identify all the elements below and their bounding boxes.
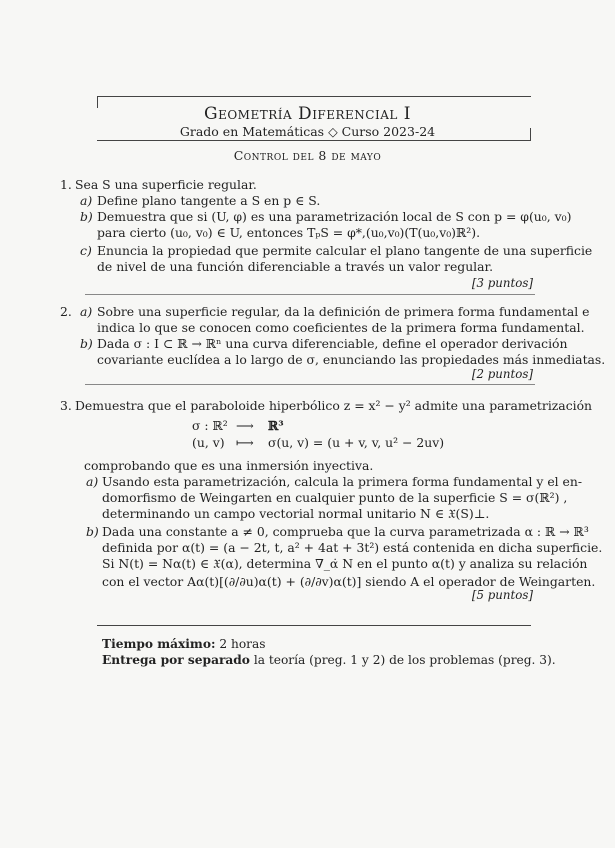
q2-b-line1: Dada σ : I ⊂ ℝ → ℝⁿ una curva diferenciable, define el operador derivación	[97, 336, 568, 351]
q1-a-label: a)	[80, 193, 93, 208]
q2-b-label: b)	[80, 336, 93, 351]
q1-b-line2: para cierto (u₀, v₀) ∈ U, entonces TₚS = φ*,(u₀,v₀)(T(u₀,v₀)ℝ²).	[97, 225, 481, 240]
q3-number: 3.	[60, 398, 72, 413]
q1-c-label: c)	[80, 243, 92, 258]
q2-a-line2: indica lo que se conocen como coeficientes de la primera forma fundamental.	[97, 320, 585, 335]
time-row	[102, 636, 266, 652]
q3-a-line1: Usando esta parametrización, calcula la primera forma fundamental y el en-	[102, 474, 583, 489]
q1-c-line1: Enuncia la propiedad que permite calcular el plano tangente de una superficie	[97, 243, 593, 258]
q3-b-label: b)	[86, 524, 99, 539]
q1-intro: Sea S una superficie regular.	[75, 177, 257, 192]
header-bottom-rule	[97, 140, 531, 141]
q3-b-line2: definida por α(t) = (a − 2t, t, a² + 4at + 3t²) está contenida en dicha superficie.	[102, 540, 603, 555]
q3-points: [5 puntos]	[471, 588, 533, 602]
q1-a-text: Define plano tangente a S en p ∈ S.	[97, 193, 321, 208]
q3-a-label: a)	[86, 474, 99, 489]
q1-b-line1: Demuestra que si (U, φ) es una parametrización local de S con p = φ(u₀, v₀)	[97, 209, 572, 224]
time-value: 2 horas	[219, 637, 266, 651]
delivery-label: Entrega por separado	[102, 653, 250, 667]
time-label: Tiempo máximo:	[102, 637, 216, 651]
q2-a-label: a)	[80, 304, 93, 319]
q2-points: [2 puntos]	[471, 367, 533, 381]
q3-a-line3: determinando un campo vectorial normal unitario N ∈ 𝔛(S)⊥.	[102, 506, 490, 521]
course-title: Geometría Diferencial I	[203, 104, 411, 124]
map-row1-arrow: ⟶	[236, 418, 254, 433]
q2-b-line2: covariante euclídea a lo largo de σ, enunciando las propiedades más inmediatas.	[97, 352, 606, 367]
q1-points: [3 puntos]	[471, 276, 533, 290]
q1-c-line2: de nivel de una función diferenciable a través un valor regular.	[97, 259, 494, 274]
footer-rule	[97, 625, 531, 626]
q3-b-line1: Dada una constante a ≠ 0, comprueba que la curva parametrizada α : ℝ → ℝ³	[102, 524, 589, 539]
header-top-rule	[97, 96, 531, 97]
q1-b-label: b)	[80, 209, 93, 224]
map-row2-left: (u, v)	[192, 435, 225, 450]
q3-b-line3: Si N(t) = Nα(t) ∈ 𝔛(α), determina ∇_α̇ N en el punto α(t) y analiza su relación	[102, 556, 588, 571]
separator-1	[85, 294, 535, 295]
q2-a-line1: Sobre una superficie regular, da la definición de primera forma fundamental e	[97, 304, 590, 319]
q2-number: 2.	[60, 304, 72, 319]
exam-title: Control del 8 de mayo	[233, 148, 382, 163]
q3-a-line2: domorfismo de Weingarten en cualquier punto de la superficie S = σ(ℝ²) ,	[102, 490, 568, 505]
q3-after: comprobando que es una inmersión inyectiva.	[84, 458, 374, 473]
delivery-row	[102, 652, 556, 668]
q3-b-line4: con el vector Aα(t)[(∂/∂u)α(t) + (∂/∂v)α(t)] siendo A el operador de Weingarten.	[102, 574, 596, 589]
map-row2-right: σ(u, v) = (u + v, v, u² − 2uv)	[268, 435, 445, 450]
q1-number: 1.	[60, 177, 72, 192]
delivery-value: la teoría (preg. 1 y 2) de los problemas (preg. 3).	[253, 653, 556, 667]
separator-2	[85, 384, 535, 385]
course-subtitle: Grado en Matemáticas ◇ Curso 2023-24	[179, 124, 436, 139]
map-row1-left: σ : ℝ²	[192, 418, 228, 433]
map-row2-arrow: ⟼	[236, 435, 254, 450]
q3-intro: Demuestra que el paraboloide hiperbólico z = x² − y² admite una parametrización	[75, 398, 593, 413]
map-row1-right: ℝ³	[268, 418, 284, 433]
